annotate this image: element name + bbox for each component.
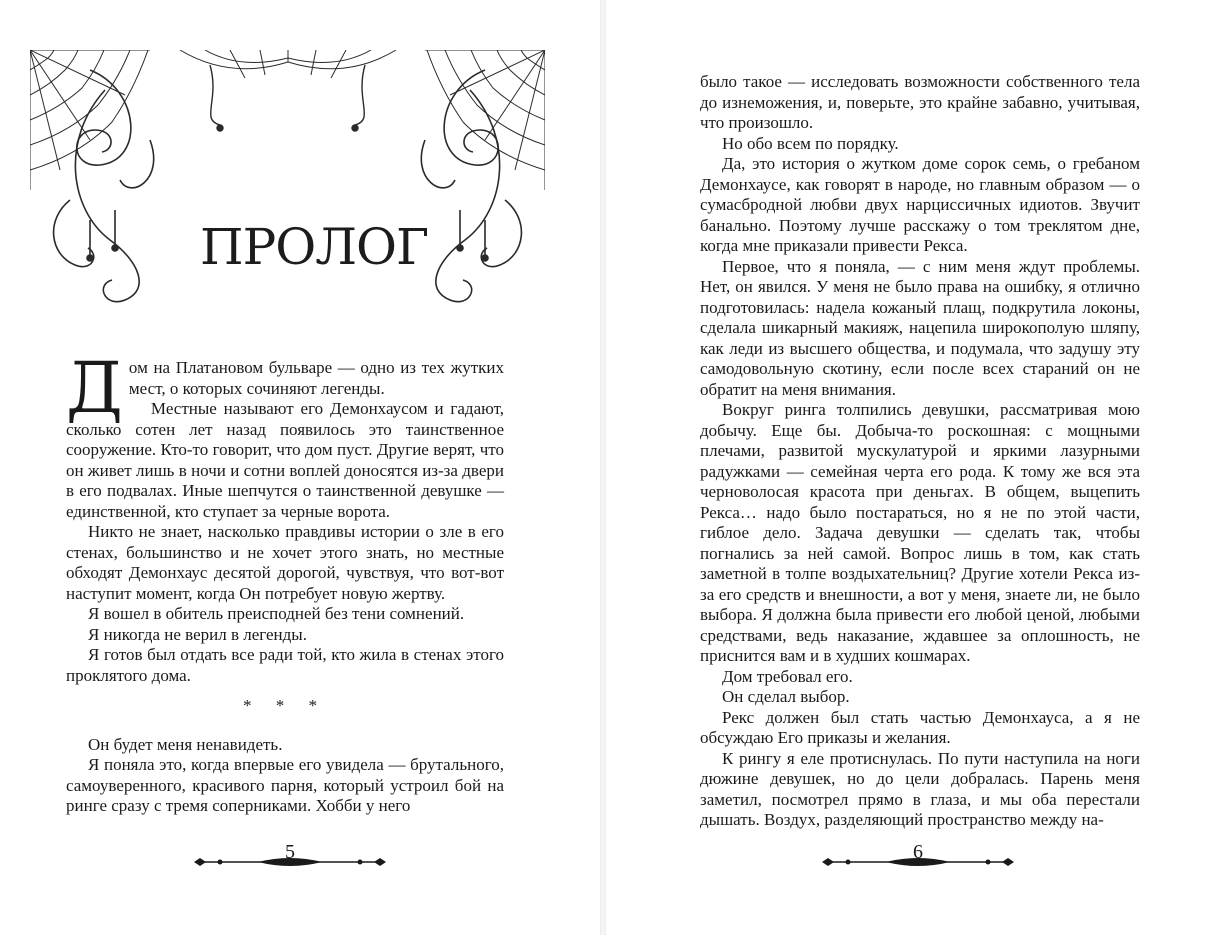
paragraph: К рингу я еле протиснулась. По пути наступила на ноги дюжине девушек, но до цели добралась. Парень меня заметил, посмотрел прямо в глаза, и мы оба перестали дышать. Воздух, разделяющий пространство между на- xyxy=(700,748,1140,829)
paragraph: Он сделал выбор. xyxy=(722,687,850,706)
paragraph: Я вошел в обитель преисподней без тени сомнений. xyxy=(88,604,465,623)
paragraph: Никто не знает, насколько правдивы истории о зле в его стенах, большинство и не хочет этого знать, но местные обходят Демонхаус десятой дорогой, чувствуя, что вот-вот наступит момент, когда Он потребует новую жертву. xyxy=(66,522,504,603)
spiderweb-top-right-icon xyxy=(425,50,545,190)
first-paragraph xyxy=(66,347,504,429)
right-page-text xyxy=(700,72,1140,831)
page-number: 6 xyxy=(913,841,923,863)
paragraph: Он будет меня ненавидеть. xyxy=(88,734,283,754)
page-number-footer xyxy=(190,841,390,872)
paragraph: Первое, что я поняла, — с ним меня ждут проблемы. Нет, он явился. У меня не было права на ошибку, я отлично подготовилась: надела кожаный плащ, подкрутила локоны, сделала шикарный макияж, нацепила широкополую шляпу, как леди из высшего общества, и подумала, что задушу эту самодовольную скотину, если после всех стараний он не обратит на меня внимания. xyxy=(700,256,1140,399)
paragraph: Вокруг ринга толпились девушки, рассматривая мою добычу. Еще бы. Добыча-то роскошная: с мощными плечами, развитой мускулатурой и яркими лазурными радужками — семейная черта его рода. К тому же вся эта черноволосая красота при деньгах. В общем, выцепить Рекса… надо было постараться, но я не по этой части, гиблое дело. Задача девушки — сделать так, чтобы погнались за ней самой. Вопрос лишь в том, как стать заметной в толпе воздыхательниц? Другие хотели Рекса из-за его средств и внешности, а вот у меня, знаете ли, не было выбора. Я должна была привести его любой ценой, любыми средствами, ведь наказание, ждавшее за оплошность, не приснится вам и в худших кошмарах. xyxy=(700,400,1140,665)
book-spine xyxy=(600,0,606,935)
section-separator: * * * xyxy=(243,696,327,715)
spiderweb-top-left-icon xyxy=(30,50,150,190)
paragraph: Местные называют его Демонхаусом и гадают, сколько сотен лет назад появилось это таинственное сооружение. Кто-то говорит, что дом пуст. Другие верят, что он живет лишь в ночи и сотни воплей доносятся из-за двери в его подвалах. Иные шепчутся о таинственной девушке — единственной, кто ступает за черные ворота. xyxy=(66,399,504,521)
continued-paragraph: было такое — исследовать возможности собственного тела до изнеможения, и, поверьте, это крайне забавно, учитывая, что произошло. xyxy=(700,72,1140,132)
flourish-left-icon xyxy=(54,70,154,302)
page-number-footer xyxy=(818,841,1018,872)
paragraph: Рекс должен был стать частью Демонхауса, а я не обсуждаю Его приказы и желания. xyxy=(700,707,1140,747)
first-paragraph-text: ом на Платановом бульваре — одно из тех жутких мест, о которых сочиняют легенды. xyxy=(128,358,504,398)
paragraph: Да, это история о жутком доме сорок семь, о гребаном Демонхаусе, как говорят в народе, но главным образом — о сумасбродной любви двух нарциссичных идиотов. Звучит банально. Поэтому лучше расскажу о том треклятом дне, когда мне приказали привести Рекса. xyxy=(700,154,1140,255)
paragraph: Я поняла это, когда впервые его увидела — брутального, самоуверенного, красивого парня, который устроил бой на ринге сразу с тремя соперниками. Хобби у него xyxy=(66,755,504,815)
drop-cap: Д xyxy=(66,347,123,429)
page-number: 5 xyxy=(285,841,295,863)
paragraph: Я готов был отдать все ради той, кто жила в стенах этого проклятого дома. xyxy=(66,645,504,685)
paragraph: Я никогда не верил в легенды. xyxy=(88,624,307,644)
paragraph: Но обо всем по порядку. xyxy=(722,133,899,153)
left-page-text xyxy=(66,347,504,817)
chapter-title: ПРОЛОГ xyxy=(200,218,429,276)
paragraph: Дом требовал его. xyxy=(722,666,853,686)
left-page xyxy=(0,0,600,935)
flourish-right-icon xyxy=(421,70,521,302)
hanging-drops-icon xyxy=(210,65,365,131)
